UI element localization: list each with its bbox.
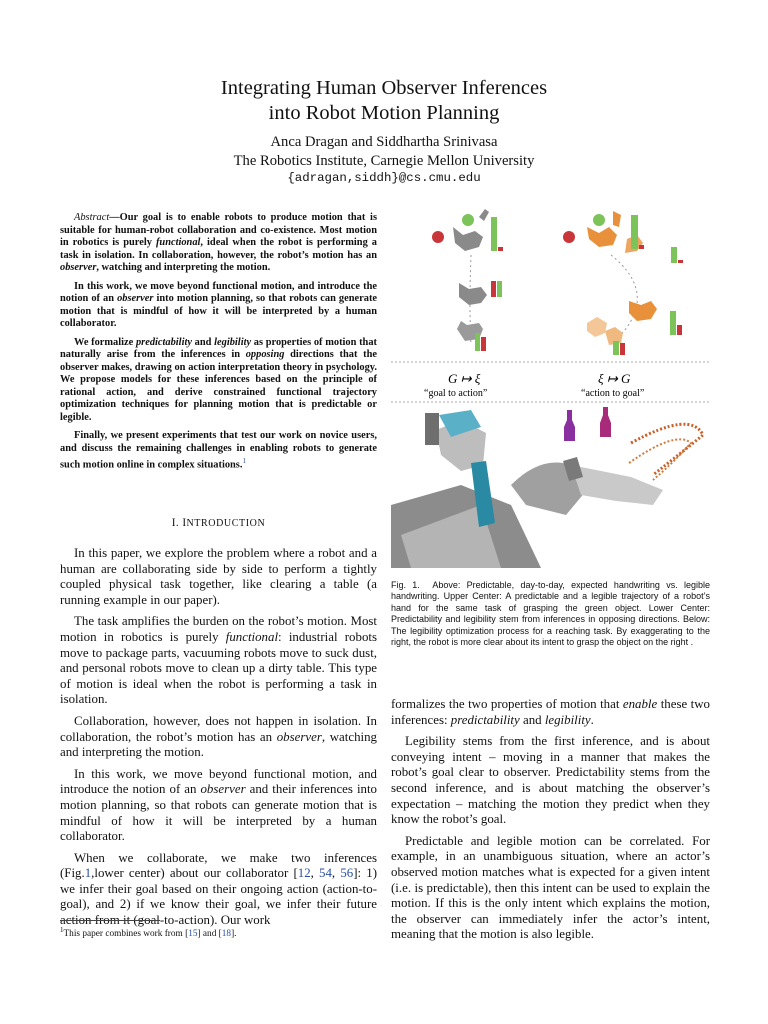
- red-goal-object: [432, 231, 444, 243]
- authors: Anca Dragan and Siddhartha Srinivasa: [270, 134, 498, 150]
- abstract-label: Abstract: [74, 212, 110, 223]
- right-paragraph-3: Predictable and legible motion can be correlated. For example, in an unambiguous situation, where an actor’s observed motion matches what is expected for a given intent (i.e. is predictable), then this intent can be used to explain the motion. If this is the only intent which explains the motion, the observer can immediately infer the actor’s intent, meaning that the motion is also legible.: [391, 833, 710, 942]
- abstract-emphasis: observer: [60, 262, 97, 273]
- robot-finger-icon: [479, 209, 489, 221]
- probability-bar-red: [481, 337, 486, 351]
- body-text: When we collaborate, we make two inferences (Fig.: [60, 850, 377, 881]
- robot-hand-icon: [459, 283, 487, 305]
- abstract-text: Finally, we present experiments that test our work on novice users, and discuss the remaining challenges in enabling robots to generate such motion online in complex situations.: [60, 430, 377, 471]
- body-text: ]: 1) we infer their goal based on their ongoing action (action-to-goal), and 2) if we know their goal, we infer their future action from it (goal-to-action). Our work: [60, 866, 377, 928]
- footnote-text: This paper combines work from [: [63, 929, 189, 940]
- footnote-text: ].: [231, 929, 237, 940]
- section-title-initial: I: [182, 517, 187, 529]
- abstract: [60, 212, 377, 478]
- probability-bar-red: [677, 325, 682, 335]
- robot-hand-icon: [629, 301, 657, 321]
- robot-hand-poses: [587, 211, 657, 345]
- abstract-emphasis: functional: [155, 237, 201, 248]
- robot-hand-icon: [587, 317, 607, 337]
- probability-bar-green: [670, 311, 676, 335]
- body-text: and: [519, 712, 545, 727]
- footnote-text: ] and [: [197, 929, 222, 940]
- abstract-text: , watching and interpreting the motion.: [96, 262, 271, 273]
- abstract-text: , ideal when the robot is performing a task in isolation. In collaboration, however, the robot’s motion has an: [60, 237, 377, 261]
- probability-bar-green: [631, 215, 638, 249]
- citation-link[interactable]: 18: [221, 929, 232, 940]
- intro-paragraph-5: [60, 851, 377, 929]
- body-emphasis: functional: [225, 629, 279, 644]
- probability-bar-green: [671, 247, 677, 263]
- body-text: ,: [331, 866, 341, 881]
- body-text: : industrial robots move to package parts, vacuuming robots move to suck dust, and personal robots move to clean up a dirty table. This type of motion is ideal when the robot is performing a task in isolation.: [60, 629, 377, 707]
- footnote-marker[interactable]: 1: [242, 457, 246, 465]
- figure-link[interactable]: 1: [84, 866, 92, 881]
- figure-1: [391, 205, 710, 568]
- body-text: .: [590, 712, 594, 727]
- body-emphasis: predictability: [450, 712, 520, 727]
- body-emphasis: legibility: [544, 712, 591, 727]
- green-goal-object: [593, 214, 605, 226]
- body-text: and their inferences into motion planning, so that robots can generate motion that is mindful of how it will be interpreted by a human collaborator.: [60, 782, 378, 844]
- goal-to-action-caption: “goal to action”: [424, 388, 488, 399]
- body-emphasis: observer: [200, 782, 246, 797]
- robot-finger-icon: [613, 211, 621, 227]
- probability-bar-red: [678, 260, 683, 263]
- abstract-text: —Our goal is to enable robots to produce motion that is suitable for human-robot collaboration and co-existence. Most motion in robotics is purely: [60, 212, 377, 248]
- abstract-emphasis: opposing: [245, 349, 285, 360]
- body-emphasis: enable: [622, 697, 658, 711]
- citation-link[interactable]: 15: [188, 929, 198, 940]
- robot-hand-poses: [453, 209, 489, 341]
- body-text: these two inferences:: [391, 697, 710, 727]
- legible-trajectory-panel: [563, 211, 683, 355]
- caption-text: Above: Predictable, day-to-day, expected handwriting vs. legible handwriting. Upper Center: A predictable and a legible trajectory of a robot’s hand for the same task of grasping the green object. Lower Center: Predictability and legibility stem from inferences in opposing directions. Below: The legibility optimization process for a reaching task. By exaggerating to the right, the robot is more clear about its intent to grasp the object on the right .: [391, 580, 710, 648]
- probability-bar-red: [498, 247, 503, 251]
- footnote: [60, 926, 377, 939]
- body-emphasis: observer: [276, 729, 322, 744]
- abstract-emphasis: predictability: [135, 336, 192, 348]
- body-text: formalizes the two properties of motion that: [391, 697, 623, 711]
- body-text: ,: [310, 866, 320, 881]
- probability-bar-green: [475, 333, 480, 351]
- green-goal-object: [462, 214, 474, 226]
- abstract-paragraph-2: [60, 281, 377, 331]
- robot-hand-icon: [587, 227, 617, 247]
- citation-link[interactable]: 12: [297, 866, 311, 881]
- red-goal-object: [563, 231, 575, 243]
- robot-reaching-render: [391, 403, 710, 568]
- probability-bar-red: [620, 343, 625, 355]
- robot-hand-icon: [453, 227, 483, 251]
- predictable-trajectory-panel: [432, 209, 503, 351]
- section-heading: [60, 517, 377, 529]
- body-text: The task amplifies the burden on the robot’s motion. Most motion in robotics is purely: [60, 614, 377, 644]
- robot-wrist: [425, 413, 439, 445]
- action-to-goal-caption: “action to goal”: [581, 388, 645, 399]
- intro-paragraph-3: [60, 714, 377, 761]
- footnote-rule: [60, 920, 160, 921]
- section-title-rest: NTRODUCTION: [186, 518, 266, 529]
- probability-bar-red: [491, 281, 496, 297]
- caption-label: Fig. 1.: [391, 580, 420, 590]
- right-paragraph-1: [391, 697, 710, 728]
- right-paragraph-2: Legibility stems from the first inference, and is about conveying intent – moving in a manner that makes the robot’s goal clear to observer. Predictability stems from the second inference, and is about matching the observer’s expectation – matching the motion they predict when they know the robot’s goal.: [391, 734, 710, 827]
- author-block: [0, 133, 768, 171]
- section-number: I.: [171, 517, 180, 529]
- abstract-emphasis: observer: [117, 293, 154, 304]
- abstract-emphasis: legibility: [214, 336, 252, 348]
- body-text: In this work, we move beyond functional motion, and introduce the notion of an: [60, 766, 377, 797]
- goal-to-action-formula: G ↦ ξ: [448, 371, 481, 386]
- title-line-1: Integrating Human Observer Inferences: [220, 77, 548, 99]
- probability-bar-green: [491, 217, 497, 251]
- author-emails: {adragan,siddh}@cs.cmu.edu: [287, 171, 481, 185]
- abstract-text: into motion planning, so that robots can generate motion that is mindful of how it will be interpreted by a human collaborator.: [60, 293, 378, 329]
- affiliation: The Robotics Institute, Carnegie Mellon University: [233, 153, 535, 169]
- citation-link[interactable]: 56: [340, 866, 354, 881]
- intro-paragraph-1: In this paper, we explore the problem where a robot and a human are collaborating side by side to perform a tightly coupled physical task together, like clearing a table (a running example in our paper).: [60, 546, 377, 607]
- probability-bar-green: [613, 341, 619, 355]
- paper-title: [0, 76, 768, 126]
- abstract-paragraph-4: [60, 430, 377, 472]
- probability-bar-red: [639, 245, 644, 249]
- figure-caption: [391, 580, 710, 648]
- body-text: ,lower center) about our collaborator [: [91, 866, 298, 881]
- body-text: Collaboration, however, does not happen in isolation. In collaboration, the robot’s motion has an: [60, 713, 377, 744]
- abstract-text: In this work, we move beyond functional motion, and introduce the notion of an: [60, 280, 377, 304]
- right-column-text: [391, 697, 710, 949]
- abstract-text: directions that the observer makes, drawing on action interpretation theory in psychology. We propose models for these inferences based on the principle of rational action, and derive constrained functional trajectory optimization techniques for planning motion that is predictable or legible.: [60, 349, 378, 423]
- intro-left-column: [60, 546, 377, 935]
- action-to-goal-formula: ξ ↦ G: [598, 371, 631, 386]
- abstract-paragraph-1: [60, 212, 377, 275]
- footnote-mark: 1: [60, 926, 64, 934]
- intro-paragraph-4: [60, 767, 377, 845]
- abstract-text: and: [191, 336, 215, 348]
- abstract-text: as properties of motion that naturally arise from the inferences in: [60, 336, 377, 360]
- abstract-paragraph-3: [60, 337, 377, 425]
- body-text: , watching and interpreting the motion.: [60, 729, 377, 760]
- intro-paragraph-2: [60, 614, 377, 708]
- citation-link[interactable]: 54: [319, 866, 332, 881]
- probability-bar-green: [497, 281, 502, 297]
- title-line-2: into Robot Motion Planning: [268, 102, 500, 124]
- abstract-text: We formalize: [74, 336, 136, 348]
